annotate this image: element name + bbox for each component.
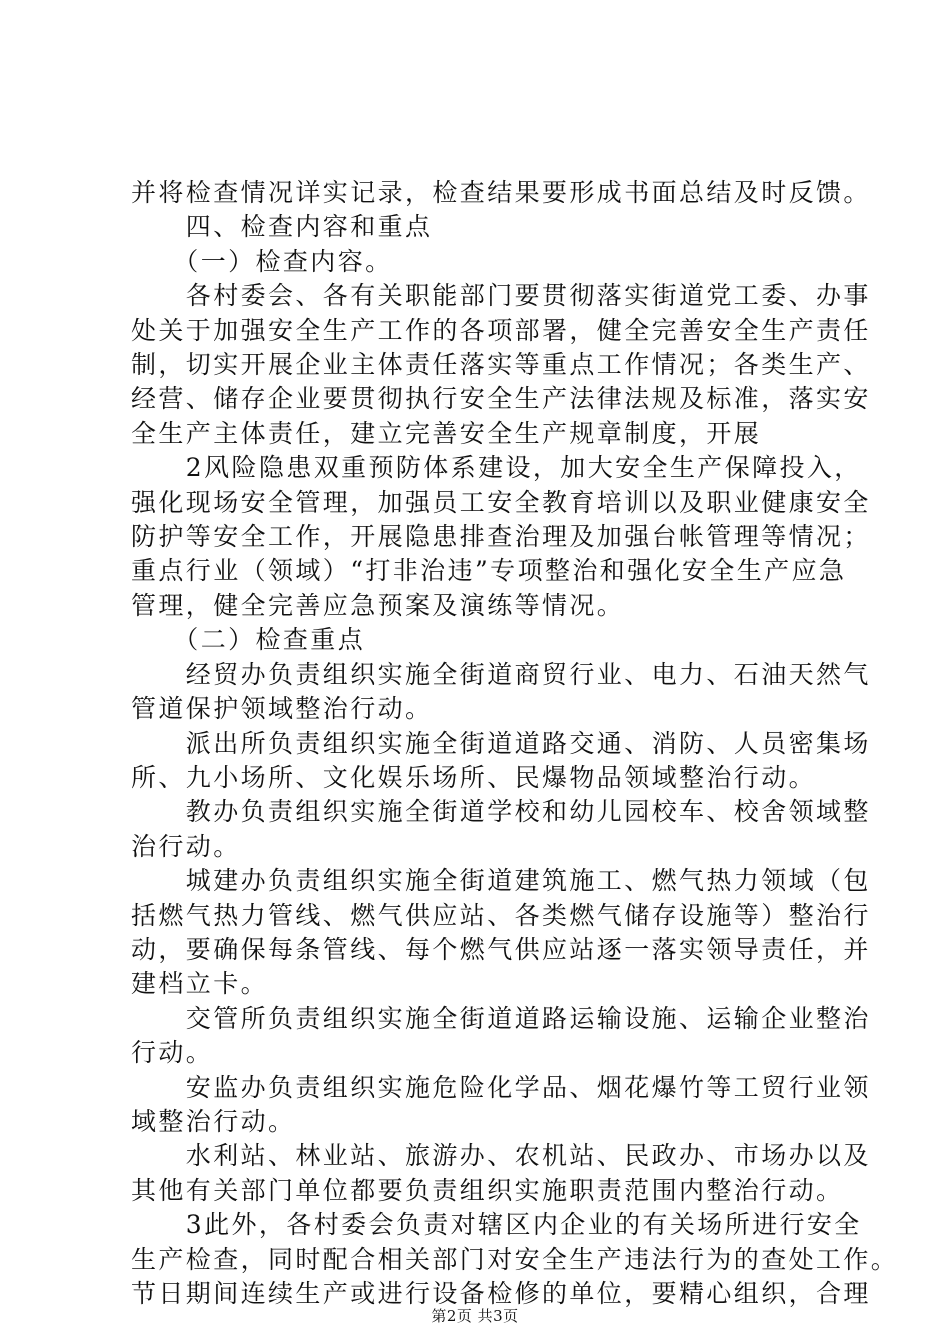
text-line: 其他有关部门单位都要负责组织实施职责范围内整治行动。: [131, 1175, 844, 1205]
text-line: 处关于加强安全生产工作的各项部署，健全完善安全生产责任: [131, 315, 871, 345]
text-line: 治行动。: [131, 831, 241, 861]
text-line: 派出所负责组织实施全街道道路交通、消防、人员密集场: [131, 728, 871, 758]
text-line: （二）检查重点: [131, 625, 366, 655]
text-line: 节日期间连续生产或进行设备检修的单位，要精心组织，合理: [131, 1279, 871, 1308]
text-line: 城建办负责组织实施全街道建筑施工、燃气热力领域（包: [131, 866, 871, 896]
text-line: 生产检查，同时配合相关部门对安全生产违法行为的查处工作。: [131, 1244, 899, 1274]
text-line: 2风险隐患双重预防体系建设，加大安全生产保障投入，: [131, 453, 862, 483]
text-line: 全生产主体责任，建立完善安全生产规章制度，开展: [131, 418, 762, 448]
document-body: [131, 176, 899, 1311]
text-line: 安监办负责组织实施危险化学品、烟花爆竹等工贸行业领: [131, 1072, 871, 1102]
page-footer: 第2页 共3页: [431, 1307, 519, 1325]
text-line: 动，要确保每条管线、每个燃气供应站逐一落实领导责任，并: [131, 934, 871, 964]
text-line: 行动。: [131, 1038, 214, 1068]
text-line: （一）检查内容。: [131, 246, 393, 276]
text-line: 教办负责组织实施全街道学校和幼儿园校车、校舍领域整: [131, 797, 871, 827]
text-line: 交管所负责组织实施全街道道路运输设施、运输企业整治: [131, 1003, 871, 1033]
text-line: 四、检查内容和重点: [131, 212, 433, 242]
text-line: 防护等安全工作，开展隐患排查治理及加强台帐管理等情况；: [131, 522, 871, 552]
text-line: 并将检查情况详实记录，检查结果要形成书面总结及时反馈。: [131, 178, 871, 207]
text-line: 水利站、林业站、旅游办、农机站、民政办、市场办以及: [131, 1141, 871, 1171]
text-line: 制，切实开展企业主体责任落实等重点工作情况；各类生产、: [131, 350, 871, 380]
text-line: 域整治行动。: [131, 1106, 296, 1136]
text-line: 管道保护领域整治行动。: [131, 694, 433, 724]
text-line: 括燃气热力管线、燃气供应站、各类燃气储存设施等）整治行: [131, 900, 871, 930]
text-line: 管理，健全完善应急预案及演练等情况。: [131, 590, 625, 620]
text-line: 所、九小场所、文化娱乐场所、民爆物品领域整治行动。: [131, 762, 817, 792]
text-line: 强化现场安全管理，加强员工安全教育培训以及职业健康安全: [131, 487, 871, 517]
text-line: 重点行业（领域）“打非治违”专项整治和强化安全生产应急: [131, 556, 847, 586]
text-line: 建档立卡。: [131, 969, 269, 999]
text-line: 各村委会、各有关职能部门要贯彻落实街道党工委、办事: [131, 281, 871, 311]
text-line: 3此外，各村委会负责对辖区内企业的有关场所进行安全: [131, 1210, 862, 1240]
text-line: 经贸办负责组织实施全街道商贸行业、电力、石油天然气: [131, 659, 871, 689]
text-line: 经营、储存企业要贯彻执行安全生产法律法规及标准，落实安: [131, 384, 871, 414]
